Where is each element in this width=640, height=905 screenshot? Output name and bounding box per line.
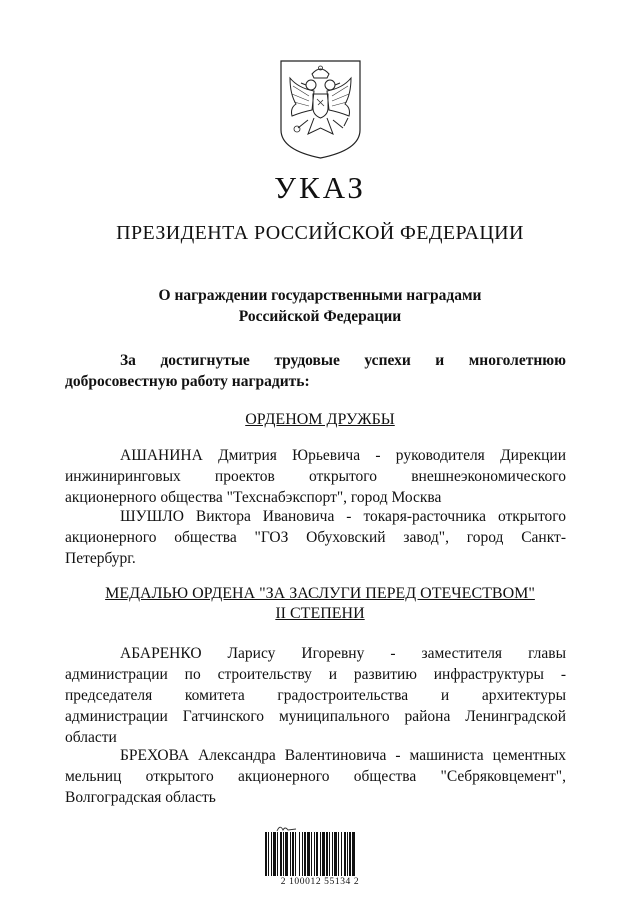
barcode-bar	[271, 832, 272, 876]
barcode-bar	[314, 832, 315, 876]
document-title: УКАЗ	[274, 170, 366, 205]
paragraph-line: инжиниринговых проектов открытого внешнеэкономического	[65, 468, 566, 485]
coat-of-arms-icon	[278, 58, 363, 160]
paragraph-line: администрации Гатчинского муниципального района Ленинградской	[65, 708, 566, 725]
barcode-bar	[311, 832, 312, 876]
paragraph-line: акционерного общества "ГОЗ Обуховский завод", город Санкт-	[65, 529, 566, 546]
barcode-bar	[326, 832, 328, 876]
barcode-bar	[290, 832, 291, 876]
barcode-bar	[277, 832, 278, 876]
barcode-bar	[304, 832, 306, 876]
paragraph-line: Петербург.	[65, 550, 136, 567]
award-heading-text: ОРДЕНОМ ДРУЖБЫ	[245, 411, 395, 428]
barcode-bar	[322, 832, 325, 876]
barcode-bar	[283, 832, 284, 876]
barcode-bar	[295, 832, 296, 876]
recipient-paragraph	[65, 643, 566, 748]
award-heading	[0, 410, 640, 430]
barcode-bar	[349, 832, 351, 876]
paragraph-line: АШАНИНА Дмитрия Юрьевича - руководителя Дирекции	[120, 447, 566, 464]
barcode-bar	[332, 832, 333, 876]
barcode-bar	[268, 832, 269, 876]
document-about	[0, 285, 640, 327]
barcode-bar	[329, 832, 330, 876]
intro-line: За достигнутые трудовые успехи и многолетнюю	[120, 352, 566, 369]
recipient-paragraph	[65, 506, 566, 569]
award-heading-text: II СТЕПЕНИ	[275, 605, 365, 622]
recipient-paragraph	[65, 445, 566, 508]
document-subtitle: ПРЕЗИДЕНТА РОССИЙСКОЙ ФЕДЕРАЦИИ	[116, 222, 524, 244]
barcode-bar	[347, 832, 348, 876]
paragraph-line: председателя комитета градостроительства и архитектуры	[65, 687, 566, 704]
barcode-bar	[341, 832, 342, 876]
barcode-bar	[316, 832, 318, 876]
barcode-bar	[307, 832, 310, 876]
paragraph-line: области	[65, 729, 117, 746]
intro-paragraph	[65, 350, 566, 392]
award-heading	[0, 584, 640, 624]
barcode-bar	[334, 832, 337, 876]
paragraph-line: мельниц открытого акционерного общества "Себряковцемент",	[65, 768, 566, 785]
barcode-bar	[320, 832, 321, 876]
paragraph-line: Волгоградская область	[65, 789, 216, 806]
paragraph-line: АБАРЕНКО Ларису Игоревну - заместителя главы	[120, 645, 566, 662]
barcode-bar	[285, 832, 288, 876]
barcode-bar	[280, 832, 282, 876]
paragraph-line: администрации по строительству и развитию инфраструктуры -	[65, 666, 566, 683]
paragraph-line: ШУШЛО Виктора Ивановича - токаря-расточника открытого	[120, 508, 566, 525]
recipient-paragraph	[65, 745, 566, 808]
barcode-bar	[265, 832, 267, 876]
barcode-bar	[338, 832, 339, 876]
barcode-bar	[299, 832, 300, 876]
about-line: Российской Федерации	[238, 308, 402, 325]
barcode-bar	[273, 832, 276, 876]
handwritten-mark-icon	[276, 820, 298, 830]
barcode-bar	[352, 832, 355, 876]
barcode-icon	[263, 832, 373, 876]
barcode-bar	[292, 832, 294, 876]
barcode-number: 2 100012 55134 2	[280, 877, 360, 887]
award-heading-text: МЕДАЛЬЮ ОРДЕНА "ЗА ЗАСЛУГИ ПЕРЕД ОТЕЧЕСТВОМ"	[105, 585, 535, 602]
intro-line: добросовестную работу наградить:	[65, 373, 310, 390]
about-line: О награждении государственными наградами	[158, 287, 482, 304]
paragraph-line: БРЕХОВА Александра Валентиновича - машиниста цементных	[120, 747, 566, 764]
barcode-bar	[344, 832, 346, 876]
barcode-bar	[302, 832, 303, 876]
paragraph-line: акционерного общества "Техснабэкспорт", город Москва	[65, 489, 442, 506]
